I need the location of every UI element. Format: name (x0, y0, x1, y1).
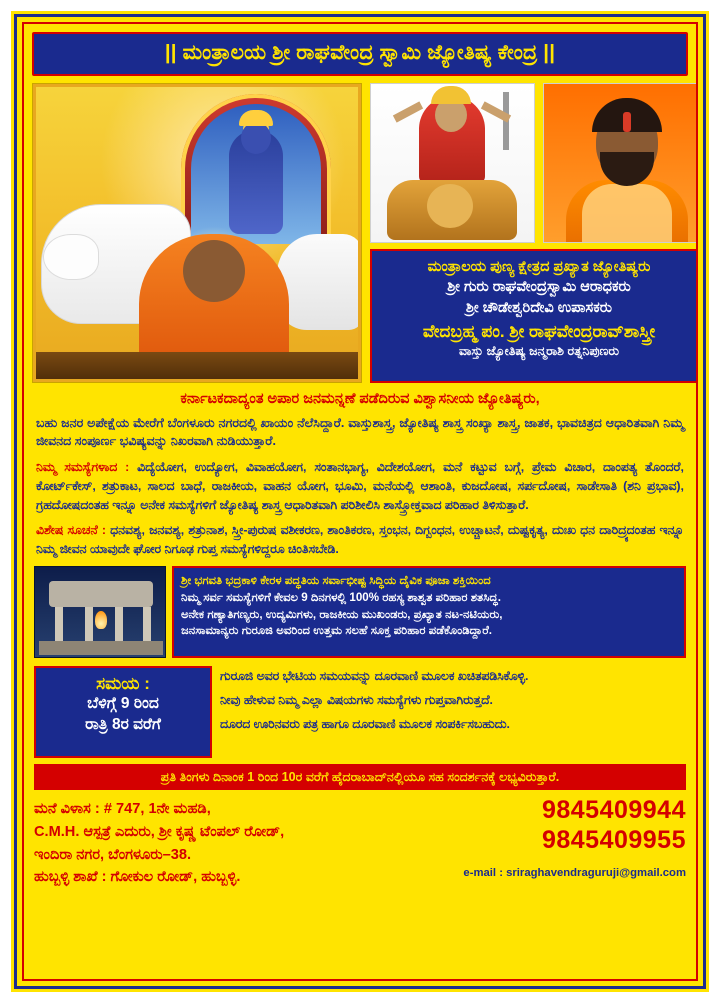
address-block (34, 798, 434, 888)
temple-pillar-icon (143, 607, 151, 641)
astrologer-portrait (543, 83, 698, 243)
note-item: ಗುರೂಜಿ ಅವರ ಭೇಟಿಯ ಸಮಯವನ್ನು ದೂರವಾಣಿ ಮೂಲಕ ಖಚಿತಪಡಿಸಿಕೊಳ್ಳಿ. (220, 669, 529, 684)
phone-number-1[interactable]: 9845409944 (541, 796, 686, 825)
astrologer-specialities: ವಾಸ್ತು ಜ್ಯೋತಿಷ್ಯ ಜನ್ಮರಾಶಿ ರತ್ನನಿಪುಣರು (458, 344, 619, 359)
puja-line-3: ಅನೇಕ ಗಣ್ಯಾತಿಗಣ್ಯರು, ಉದ್ಯಮಿಗಳು, ರಾಜಕೀಯ ಮುಖಂಡರು, ಪ್ರಖ್ಯಾತ ನಟ-ನಟಿಯರು, (181, 607, 503, 621)
tilak-icon (623, 112, 631, 132)
hyderabad-availability-bar (34, 764, 686, 790)
durga-photo (370, 83, 535, 243)
special-notice-text: ಧನವಶ್ಯ, ಜನವಶ್ಯ, ಶತ್ರುನಾಶ, ಸ್ತ್ರೀ-ಪುರುಷ ವಶೀಕರಣ, ಶಾಂತಿಕರಣ, ಸ್ತಂಭನ, ದಿಗ್ಬಂಧನ, ಉಚ್ಚಾಟನೆ, ದುಷ್ಟಕೃತ್ಯ, ದುಃಖ ಧನ ದಾರಿದ್ರ್ಯದಂತಹ ಇನ್ನೂ ನಿಮ್ಮ ಜೀವನ ಯಾವುದೇ ಘೋರ ನಿಗೂಢ ಗುಪ್ತ ಸಮಸ್ಯೆಗಳಿದ್ದರೂ ಚಿಂತಿಸಬೇಡಿ. (36, 523, 684, 556)
paragraph-problems (36, 458, 684, 514)
bhadrakali-puja-box (172, 566, 686, 658)
note-item: ದೂರದ ಊರಿನವರು ಪತ್ರ ಹಾಗೂ ದೂರವಾಣಿ ಮೂಲಕ ಸಂಪರ್ಕಿಸಬಹುದು. (220, 717, 510, 732)
poster-inner (22, 22, 698, 981)
address-house: # 747, 1ನೇ ಮಹಡಿ, (103, 801, 211, 818)
timings-label: ಸಮಯ : (96, 674, 150, 694)
address-line-3: ಇಂದಿರಾ ನಗರ, ಬೆಂಗಳೂರು–38. (34, 846, 192, 863)
timings-morning: ಬೆಳಿಗ್ಗೆ 9 ರಿಂದ (87, 695, 159, 713)
ritual-row (34, 566, 686, 658)
timings-box (34, 666, 212, 758)
phone-number-2[interactable]: 9845409955 (541, 825, 686, 854)
email-line[interactable] (424, 867, 686, 879)
hyderabad-availability-text: ಪ್ರತಿ ತಿಂಗಳು ದಿನಾಂಕ 1 ರಿಂದ 10ರ ವರೆಗೆ ಹೈದರಾಬಾದ್‌ನಲ್ಲಿಯೂ ಸಹ ಸಂದರ್ಶನಕ್ಕೆ ಲಭ್ಯವಿರುತ್ತಾರೆ. (160, 770, 560, 785)
branch-line: ಹುಬ್ಬಳ್ಳಿ ಶಾಖೆ : ಗೋಕುಲ ರೋಡ್, ಹುಬ್ಬಳ್ಳಿ. (34, 869, 241, 886)
timings-evening: ರಾತ್ರಿ 8ರ ವರೆಗೆ (85, 716, 161, 734)
temple-floor-icon (39, 641, 163, 655)
goddess-crown-icon (431, 86, 471, 104)
note-item: ನೀವು ಹೇಳುವ ನಿಮ್ಮ ಎಲ್ಲಾ ವಿಷಯಗಳು ಸಮಸ್ಯೆಗಳು ಗುಪ್ತವಾಗಿರುತ್ತದೆ. (220, 693, 493, 708)
homa-flame-icon (95, 611, 107, 629)
special-notice-lead-label: ವಿಶೇಷ ಸೂಚನೆ : (36, 523, 106, 538)
lion-head-icon (427, 184, 473, 228)
portrait-shawl-icon (582, 184, 672, 243)
address-line-2: C.M.H. ಆಸ್ಪತ್ರೆ ಎದುರು, ಶ್ರೀ ಕೃಷ್ಣ ಟೆಂಪಲ್ ರೋಡ್, (34, 823, 285, 840)
footer-contact (34, 796, 686, 914)
poster-border (14, 14, 706, 989)
notes-list (220, 668, 686, 739)
image-frame-icon (33, 84, 361, 382)
address-label: ಮನೆ ವಿಳಾಸ : (34, 801, 100, 818)
credential-line-3: ಶ್ರೀ ಚೌಡೇಶ್ವರಿದೇವಿ ಉಪಾಸಕರು (465, 299, 613, 316)
left-arm-icon (393, 101, 423, 122)
email-address[interactable]: sriraghavendraguruji@gmail.com (506, 867, 686, 880)
page-title: || ಮಂತ್ರಾಲಯ ಶ್ರೀ ರಾಘವೇಂದ್ರ ಸ್ವಾಮಿ ಜ್ಯೋತಿಷ್ಯ ಕೇಂದ್ರ || (164, 41, 556, 64)
phone-block (424, 796, 686, 879)
credentials-box (370, 249, 698, 383)
problems-text: ವಿದ್ಯೆಯೋಗ, ಉದ್ಯೋಗ, ವಿವಾಹಯೋಗ, ಸಂತಾನಭಾಗ್ಯ, ವಿದೇಶಯೋಗ, ಮನೆ ಕಟ್ಟುವ ಬಗ್ಗೆ, ಪ್ರೇಮ ವಿಚಾರ, ದಾಂಪತ್ಯ ತೊಂದರೆ, ಕೋರ್ಟ್‌ಕೇಸ್, ಶತ್ರುಕಾಟ, ಸಾಲದ ಬಾಧೆ, ರಾಜಕೀಯ, ವಾಹನ ಯೋಗ, ಭೂಮಿ, ಮನೆಯಲ್ಲಿ ಆಶಾಂತಿ, ಕುಜದೋಷ, ಸರ್ಪದೋಷ, ಸಾಡೇಸಾತಿ (ಶನಿ ಪ್ರಭಾವ), ಗ್ರಹದೋಷದಂತಹ ಇನ್ನೂ ಅನೇಕ ಸಮಸ್ಯೆಗಳಿಗೆ ಜ್ಯೋತಿಷ್ಯ ಶಾಸ್ತ್ರ ಆಧಾರಿತವಾಗಿ ಪರಿಶೀಲಿಸಿ ಶಾಸ್ತ್ರೋಕ್ತವಾದ ಪರಿಹಾರ ತಿಳಿಸುತ್ತಾರೆ. (36, 460, 684, 512)
top-media-row (32, 83, 688, 383)
credential-line-1: ಮಂತ್ರಾಲಯ ಪುಣ್ಯ ಕ್ಷೇತ್ರದ ಪ್ರಖ್ಯಾತ ಜ್ಯೋತಿಷ್ಯರು (427, 258, 651, 275)
astrologer-name: ವೇದಬ್ರಹ್ಮ ಪಂ. ಶ್ರೀ ರಾಘವೇಂದ್ರರಾವ್‌ಶಾಸ್ತ್ರೀ (422, 322, 656, 342)
puja-line-2: ನಿಮ್ಮ ಸರ್ವ ಸಮಸ್ಯೆಗಳಿಗೆ ಕೇವಲ 9 ದಿನಗಳಲ್ಲಿ 100% ರಹಸ್ಯ ಶಾಶ್ವತ ಪರಿಹಾರ ಶತಸಿದ್ಧ. (181, 591, 501, 605)
trust-headline: ಕರ್ನಾಟಕದಾದ್ಯಂತ ಅಪಾರ ಜನಮನ್ನಣೆ ಪಡೆದಿರುವ ವಿಶ್ವಾಸನೀಯ ಜ್ಯೋತಿಷ್ಯರು, (180, 390, 540, 407)
timings-row (34, 666, 686, 758)
credential-line-2: ಶ್ರೀ ಗುರು ರಾಘವೇಂದ್ರಸ್ವಾಮಿ ಆರಾಧಕರು (447, 279, 631, 296)
raghavendra-swami-illustration (32, 83, 362, 383)
puja-line-4: ಜನಸಾಮಾನ್ಯರು ಗುರೂಜಿ ಅವರಿಂದ ಉತ್ತಮ ಸಲಹೆ ಸೂಕ್ತ ಪರಿಹಾರ ಪಡೆಕೊಂಡಿದ್ದಾರೆ. (181, 624, 493, 638)
problems-lead-label: ನಿಮ್ಮ ಸಮಸ್ಯೆಗಳಾದ : (36, 460, 130, 475)
temple-pillar-icon (85, 607, 93, 641)
temple-homa-photo (34, 566, 166, 658)
address-line-1 (34, 798, 434, 821)
paragraph-special-notice (36, 521, 684, 558)
temple-roof-icon (49, 581, 153, 607)
email-label: e-mail : (463, 867, 503, 880)
puja-line-1: ಶ್ರೀ ಭಗವತಿ ಭದ್ರಕಾಳಿ ಕೇರಳ ಪದ್ಧತಿಯ ಸರ್ವಾಭೀಷ್ಟ ಸಿದ್ಧಿಯ ದೈವಿಕ ಪೂಜಾ ಶಕ್ತಿಯಿಂದ (181, 574, 491, 588)
paragraph-intro: ಬಹು ಜನರ ಅಪೇಕ್ಷೆಯ ಮೇರೆಗೆ ಬೆಂಗಳೂರು ನಗರದಲ್ಲಿ ಖಾಯಂ ನೆಲೆಸಿದ್ದಾರೆ. ವಾಸ್ತುಶಾಸ್ತ್ರ, ಜ್ಯೋತಿಷ್ಯ ಶಾಸ್ತ್ರ ಸಂಖ್ಯಾ ಶಾಸ್ತ್ರ, ಜಾತಕ, ಭಾವಚಿತ್ರದ ಆಧಾರಿತವಾಗಿ ನಿಮ್ಮ ಜೀವನದ ಸಂಪೂರ್ಣ ಭವಿಷ್ಯವನ್ನು ನಿಖರವಾಗಿ ನುಡಿಯುತ್ತಾರೆ. (36, 415, 684, 449)
poster-title-bar (32, 32, 688, 76)
temple-pillar-icon (115, 607, 123, 641)
temple-pillar-icon (55, 607, 63, 641)
